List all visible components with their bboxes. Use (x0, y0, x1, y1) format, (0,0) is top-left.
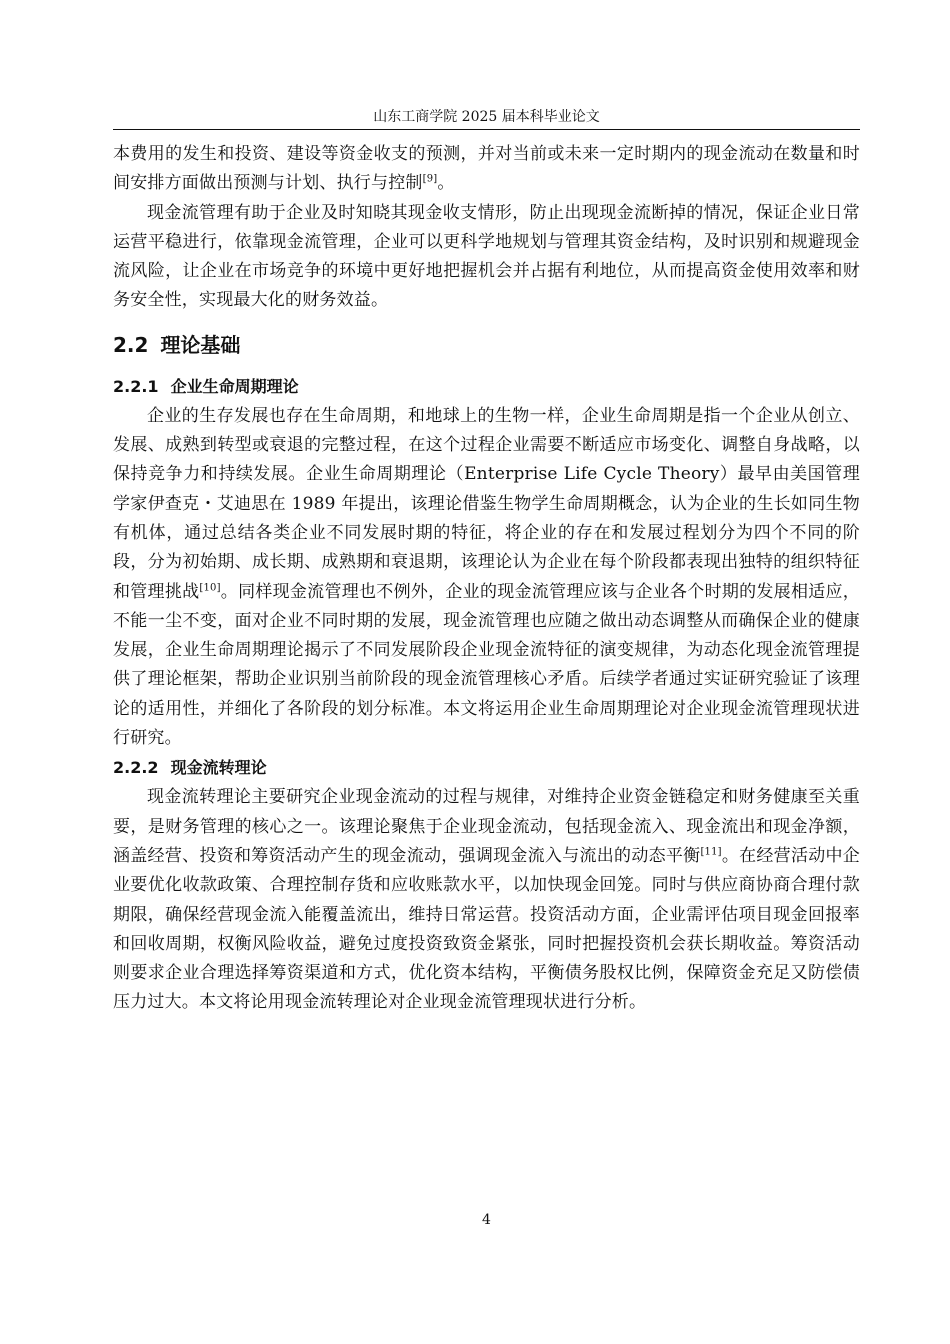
paragraph-text: 企业的生存发展也存在生命周期，和地球上的生物一样，企业生命周期是指一个企业从创立、发展、成熟到转型或衰退的完整过程，在这个过程企业需要不断适应市场变化、调整自身战略，以保持竞争力和持续发展。企业生命周期理论（Enterprise Life Cycle Theory）最早由美国管理学家伊查克・艾迪思在 1989 年提出，该理论借鉴生物学生命周期概念，认为企业的生长如同生物有机体，通过总结各类企业不同发展时期的特征，将企业的存在和发展过程划分为四个不同的阶段，分为初始期、成长期、成熟期和衰退期，该理论认为企业在每个阶段都表现出独特的组织特征和管理挑战 (113, 405, 860, 602)
paragraph-text: 。同样现金流管理也不例外，企业的现金流管理应该与企业各个时期的发展相适应，不能一尘不变，面对企业不同时期的发展，现金流管理也应随之做出动态调整从而确保企业的健康发展，企业生命周期理论揭示了不同发展阶段企业现金流特征的演变规律，为动态化现金流管理提供了理论框架，帮助企业识别当前阶段的现金流管理核心矛盾。后续学者通过实证研究验证了该理论的适用性，并细化了各阶段的划分标准。本文将运用企业生命周期理论对企业现金流管理现状进行研究。 (113, 581, 860, 749)
subsection-title: 现金流转理论 (170, 758, 267, 778)
document-body (113, 140, 860, 1018)
citation-ref: [11] (700, 846, 722, 858)
running-header: 山东工商学院 2025 届本科毕业论文 (373, 109, 600, 125)
citation-ref: [9] (422, 173, 438, 185)
paragraph-text: 。在经营活动中企业要优化收款政策、合理控制存货和应收账款水平，以加快现金回笼。同时与供应商协商合理付款期限，确保经营现金流入能覆盖流出，维持日常运营。投资活动方面，企业需评估项目现金回报率和回收周期，权衡风险收益，避免过度投资致资金紧张，同时把握投资机会获长期收益。筹资活动则要求企业合理选择筹资渠道和方式，优化资本结构，平衡债务股权比例，保障资金充足又防偿债压力过大。本文将论用现金流转理论对企业现金流管理现状进行分析。 (113, 845, 860, 1013)
subsection-heading-2-2-2 (113, 753, 860, 783)
paragraph-text: 本费用的发生和投资、建设等资金收支的预测，并对当前或未来一定时期内的现金流动在数量和时间安排方面做出预测与计划、执行与控制 (113, 144, 860, 194)
subsection-number: 2.2.2 (113, 758, 159, 778)
paragraph-cash-management-benefits: 现金流管理有助于企业及时知晓其现金收支情形，防止出现现金流断掉的情况，保证企业日常运营平稳进行，依靠现金流管理，企业可以更科学地规划与管理其资金结构，及时识别和规避现金流风险，让企业在市场竞争的环境中更好地把握机会并占据有利地位，从而提高资金使用效率和财务安全性，实现最大化的财务效益。 (113, 202, 860, 311)
section-title: 理论基础 (160, 332, 241, 357)
citation-ref: [10] (199, 581, 221, 593)
header-divider (113, 129, 860, 130)
document-page (113, 0, 860, 1344)
paragraph-cash-management-definition (113, 140, 860, 199)
subsection-title: 企业生命周期理论 (170, 376, 299, 396)
section-heading-2-2 (113, 330, 860, 360)
subsection-heading-2-2-1 (113, 372, 860, 402)
subsection-number: 2.2.1 (113, 376, 159, 396)
section-number: 2.2 (113, 332, 149, 357)
page-number: 4 (482, 1212, 491, 1228)
paragraph-life-cycle-theory (113, 402, 860, 754)
paragraph-text: 。 (437, 173, 455, 194)
paragraph-text: 现金流转理论主要研究企业现金流动的过程与规律，对维持企业资金链稳定和财务健康至关重要，是财务管理的核心之一。该理论聚焦于企业现金流动，包括现金流入、现金流出和现金净额，涵盖经营、投资和筹资活动产生的现金流动，强调现金流入与流出的动态平衡 (113, 787, 860, 866)
paragraph-cash-flow-theory (113, 783, 860, 1017)
